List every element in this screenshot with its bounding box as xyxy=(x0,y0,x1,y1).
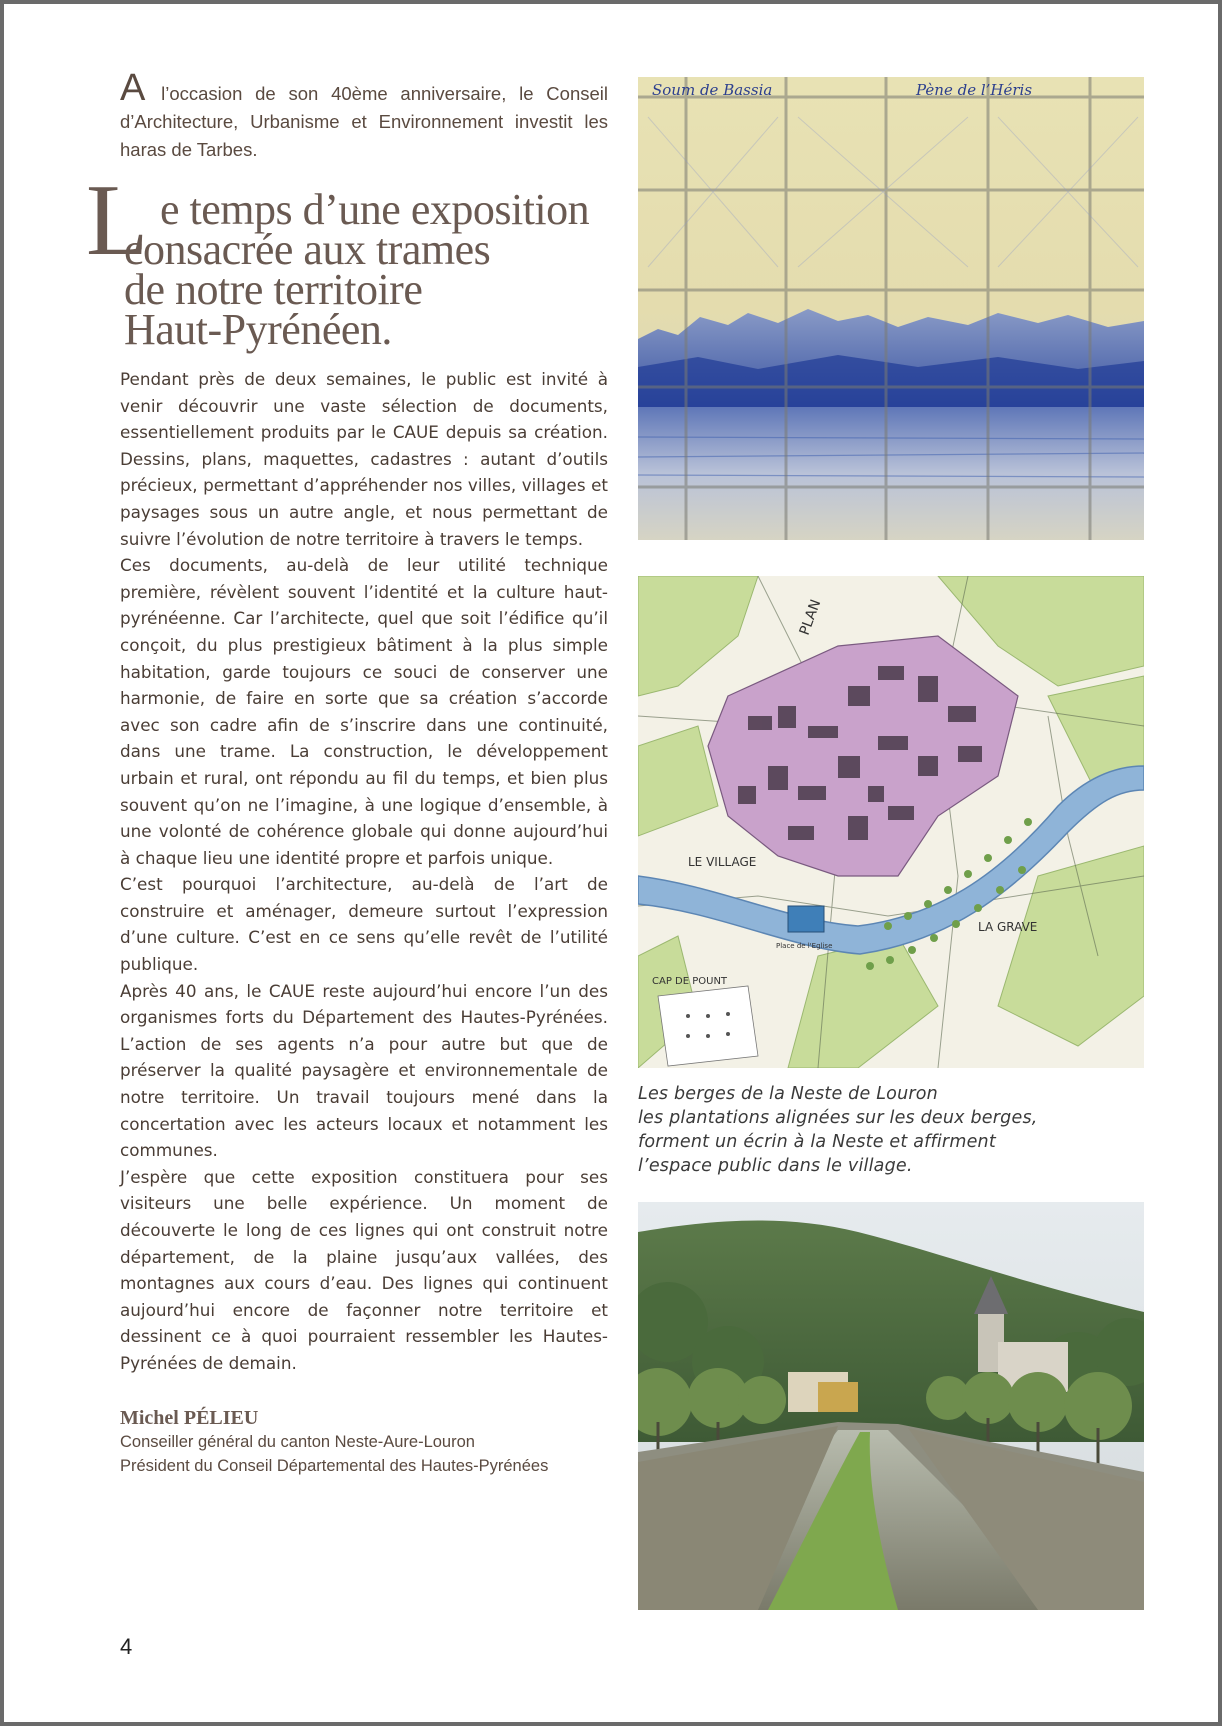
caption-line-3: forment un écrin à la Neste et affirment xyxy=(638,1132,996,1152)
map-label-cap: CAP DE POUNT xyxy=(652,976,728,987)
body-text xyxy=(120,366,608,1377)
map-label-grave: LA GRAVE xyxy=(978,920,1038,934)
body-paragraph-2: Ces documents, au-delà de leur utilité technique première, révèlent souvent l’identité et la culture haut-pyrénéenne. Car l’architecte, quel que soit l’édifice qu’il conçoit, du plus prestigieux bâtiment à la plus simple habitation, garde toujours ce souci de conserver une harmonie, de faire en sorte que sa création s’accorde avec son cadre afin de s’inscrire dans une continuité, dans une trame. La construction, le développement urbain et rural, ont répondu au fil du temps, et bien plus souvent qu’on ne l’imagine, à une logique d’ensemble, à une volonté de cohérence globale qui donne aujourd’hui à chaque lieu une identité propre et parfois unique. xyxy=(120,555,608,868)
body-paragraph-3: C’est pourquoi l’architecture, au-delà de l’art de construire et aménager, demeure surtout l’expression d’une culture. C’est en ce sens qu’elle revêt de l’utilité publique. xyxy=(120,874,608,975)
signature-role-1: Conseiller général du canton Neste-Aure-Louron xyxy=(120,1432,475,1451)
intro-text: l’occasion de son 40ème anniversaire, le Conseil d’Architecture, Urbanisme et Environnement investit les haras de Tarbes. xyxy=(120,83,608,160)
headline xyxy=(86,164,608,354)
caption-line-1: Les berges de la Neste de Louron xyxy=(638,1084,938,1104)
headline-line-2: consacrée aux trames xyxy=(124,225,491,274)
page-number: 4 xyxy=(120,1634,133,1659)
text-column xyxy=(86,67,608,1478)
map-label-eglise: Place de l'Eglise xyxy=(776,942,833,950)
tile-label-left: Soum de Bassia xyxy=(652,81,773,99)
intro-drop-letter: A xyxy=(120,67,146,109)
page xyxy=(4,4,1218,1722)
body-paragraph-5: J’espère que cette exposition constituera pour ses visiteurs une belle expérience. Un moment de découverte le long de ces lignes qui ont construit notre département, de la plaine jusqu’aux vallées, des montagnes aux cours d’eau. Des lignes qui continuent aujourd’hui encore de façonner notre territoire et dessinent ce à quoi pourraient ressembler les Hautes-Pyrénées de demain. xyxy=(120,1166,608,1373)
signature-name: Michel PÉLIEU xyxy=(120,1406,259,1429)
headline-line-4: Haut-Pyrénéen. xyxy=(124,305,392,354)
intro-paragraph xyxy=(120,67,608,164)
body-paragraph-4: Après 40 ans, le CAUE reste aujourd’hui encore l’un des organismes forts du Département des Hautes-Pyrénées. L’action de ses agents n’a pour autre but que de préserver la qualité paysagère et environnementale de notre territoire. Un travail toujours mené dans la concertation avec les acteurs locaux et notamment les communes. xyxy=(120,980,608,1161)
map-label-village: LE VILLAGE xyxy=(688,855,757,869)
signature-role-2: Président du Conseil Départemental des Hautes-Pyrénées xyxy=(120,1456,549,1475)
tile-label-right: Pène de l’Héris xyxy=(916,81,1033,99)
headline-line-1: e temps d’une exposition xyxy=(160,185,590,234)
caption-line-2: les plantations alignées sur les deux berges, xyxy=(638,1108,1038,1128)
photo-caption xyxy=(638,1082,1158,1178)
ceramic-tiles-image xyxy=(638,77,1144,540)
headline-line-3: de notre territoire xyxy=(124,265,423,314)
map-label-plan: PLAN xyxy=(796,597,825,638)
caption-line-4: l’espace public dans le village. xyxy=(638,1156,913,1176)
river-photo-image xyxy=(638,1202,1144,1610)
village-map-image xyxy=(638,576,1144,1068)
body-paragraph-1: Pendant près de deux semaines, le public est invité à venir découvrir une vaste sélection de documents, essentiellement produits par le CAUE depuis sa création. Dessins, plans, maquettes, cadastres : autant d’outils précieux, permettant d’appréhender nos villes, villages et paysages sous un autre angle, et nous permettant de suivre l’évolution de notre territoire à travers le temps. xyxy=(120,369,608,549)
headline-drop-letter: L xyxy=(86,164,148,277)
